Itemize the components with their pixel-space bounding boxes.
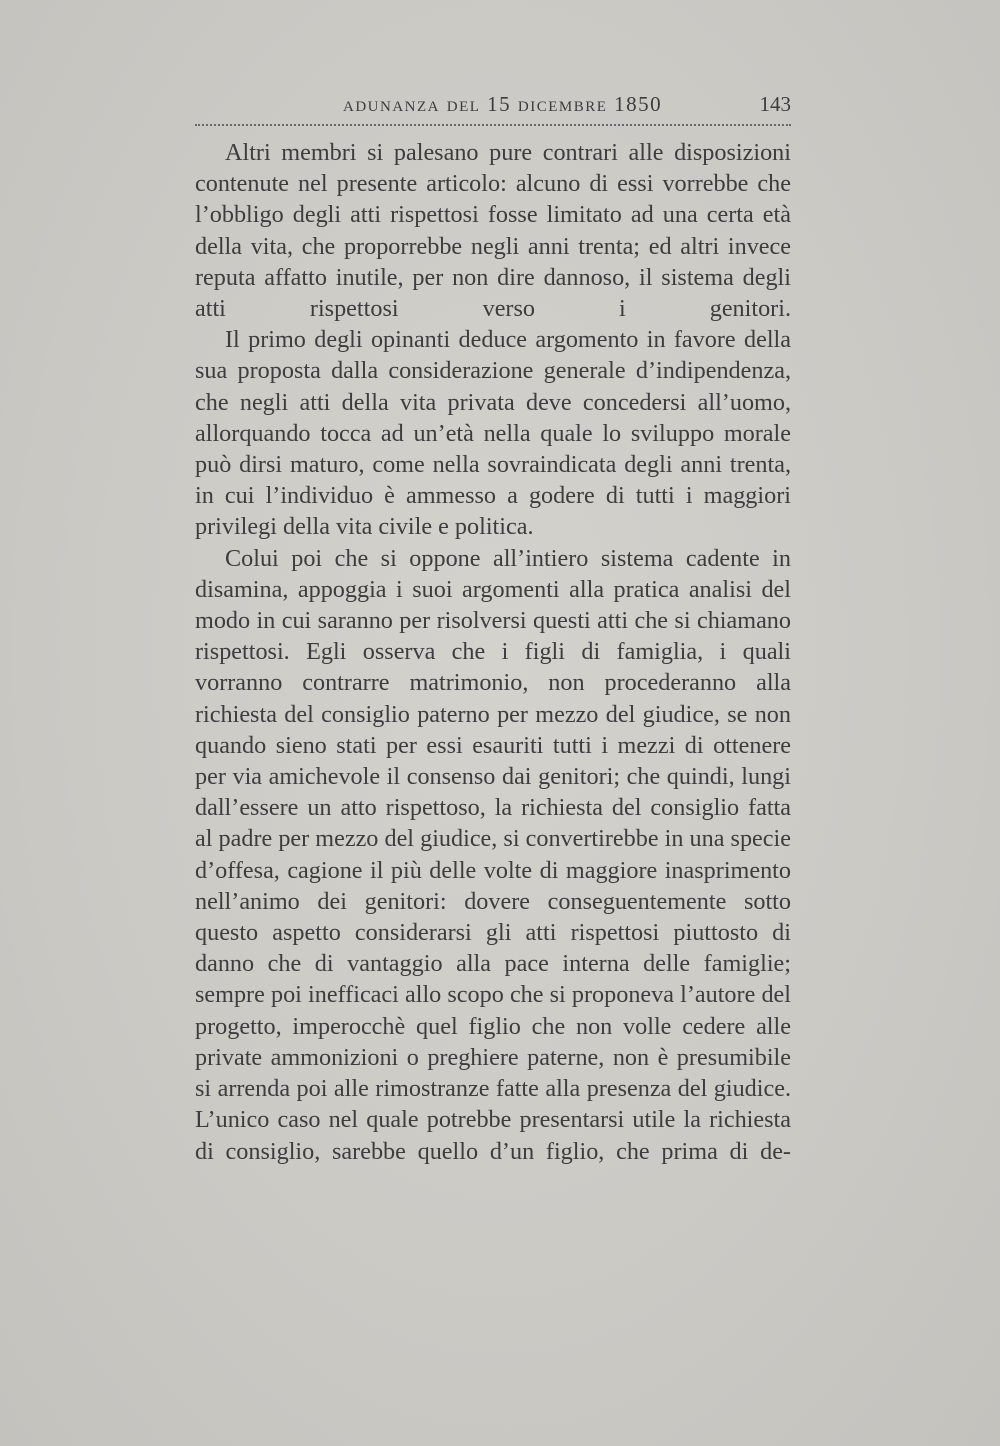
body-text	[195, 137, 791, 1167]
header-rule	[195, 124, 791, 126]
paragraph	[195, 543, 791, 1167]
paragraph	[195, 324, 791, 542]
page-header	[195, 88, 791, 122]
paragraph-text: Altri membri si palesano pure contrari alle disposizioni contenute nel presente articolo: alcuno di essi vorrebbe che l’obbligo degli atti rispettosi fosse limitato ad una certa età della vita, che proporrebbe negli anni trenta; ed altri invece reputa affatto inutile, per non dire dannoso, il sistema degli atti rispettosi verso i genitori.	[195, 139, 791, 323]
paragraph-text: Il primo degli opinanti deduce argomento in favore della sua proposta dalla considerazione generale d’indipendenza, che negli atti della vita privata deve concedersi all’uomo, allorquando tocca ad un’età nella quale lo sviluppo morale può dirsi maturo, come nella sovraindicata degli anni trenta, in cui l’individuo è ammesso a godere di tutti i maggiori privilegi della vita civile e politica.	[195, 326, 791, 541]
paragraph	[195, 137, 791, 324]
page-number: 143	[759, 92, 791, 116]
paragraph-text: Colui poi che si oppone all’intiero sistema cadente in disamina, appoggia i suoi argomenti alla pratica analisi del modo in cui saranno per risolversi questi atti che si chiamano rispettosi. Egli osserva che i figli di famiglia, i quali vorranno contrarre matrimonio, non procederanno alla richiesta del consiglio paterno per mezzo del giudice, se non quando sieno stati per essi esauriti tutti i mezzi di ottenere per via amichevole il consenso dai genitori; che quindi, lungi dall’essere un atto rispettoso, la richiesta del consiglio fatta al padre per mezzo del giudice, si convertirebbe in una specie d’offesa, cagione il più delle volte di maggiore inasprimento nell’animo dei genitori: dovere conseguentemente sotto questo aspetto considerarsi gli atti rispettosi piuttosto di danno che di vantaggio alla pace interna delle famiglie; sempre poi inefficaci allo scopo che si proponeva l’autore del progetto, imperocchè quel figlio che non volle cedere alle private ammonizioni o preghiere paterne, non è presumibile si arrenda poi alle rimostranze fatte alla presenza del giudice. L’unico caso nel quale potrebbe presentarsi utile la richiesta di consiglio, sarebbe quello d’un figlio, che prima di de-	[195, 544, 791, 1165]
running-title: adunanza del 15 dicembre 1850	[343, 92, 663, 116]
